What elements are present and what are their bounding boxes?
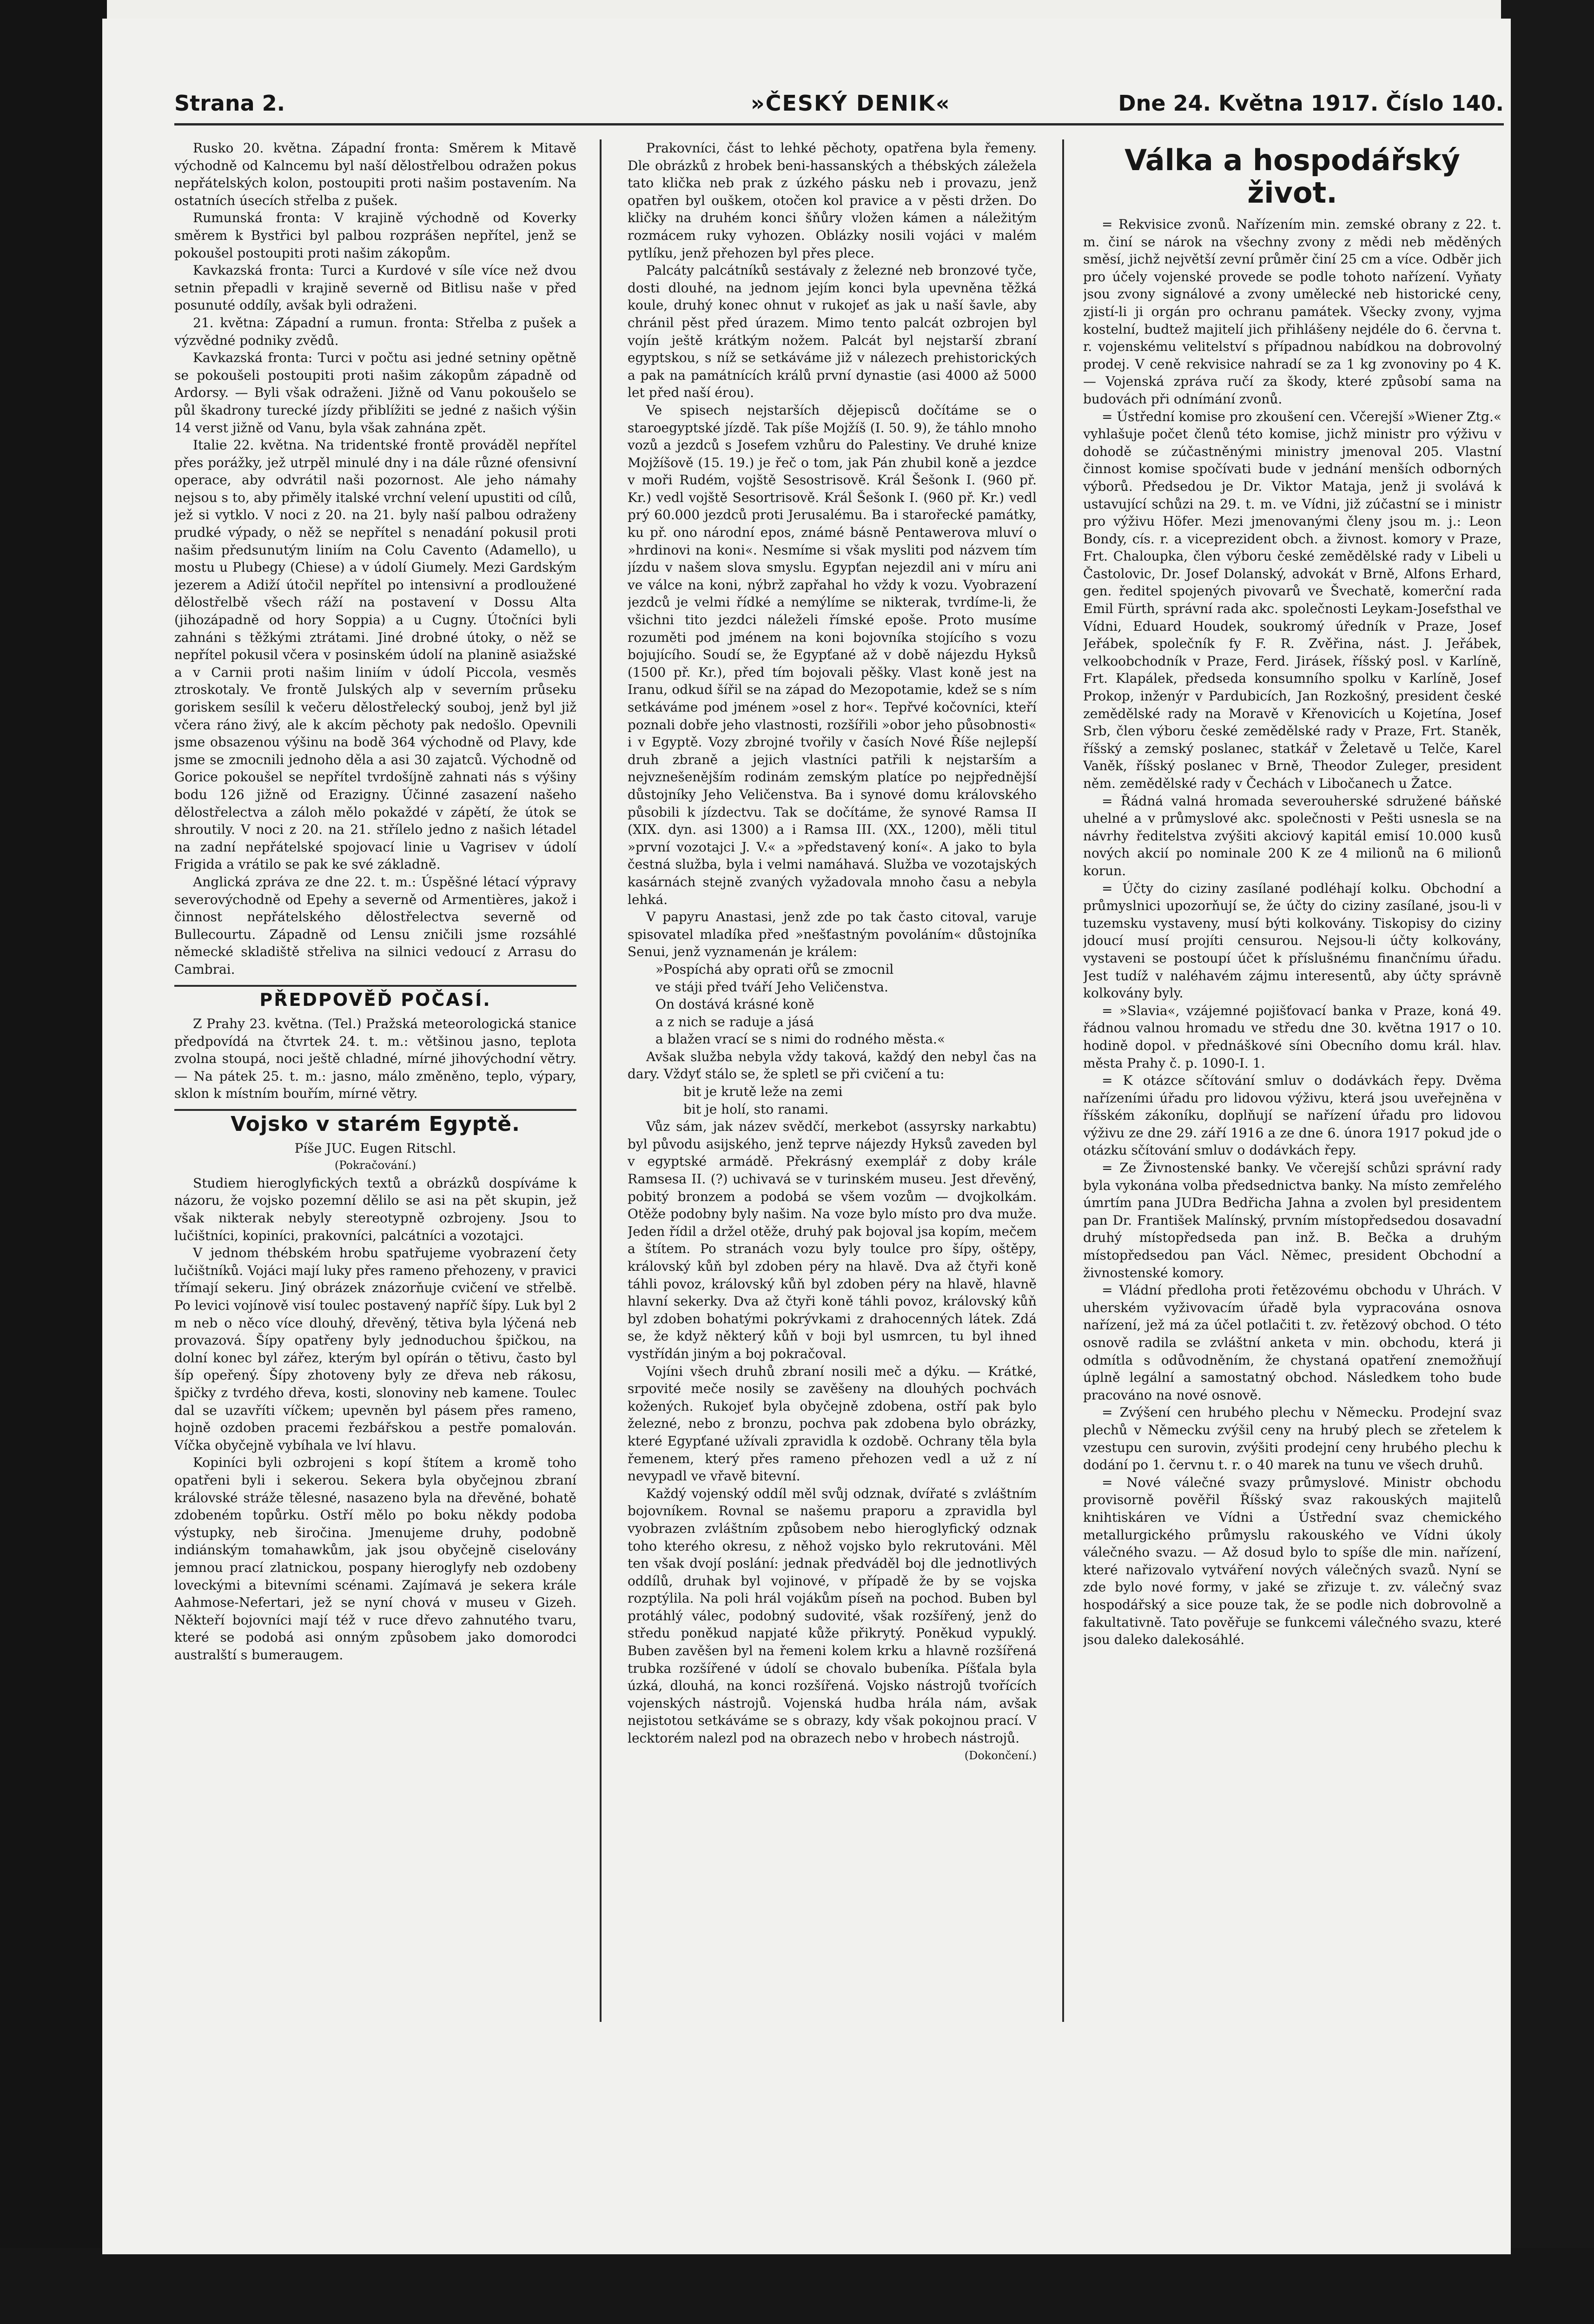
page-number: Strana 2. [174,91,285,116]
column-rule [1062,139,1064,2022]
verse-line: a z nich se raduje a jásá [655,1014,814,1030]
verse-line: bit je krutě leže na zemi [683,1084,843,1100]
paragraph: Každý vojenský oddíl měl svůj odznak, dvířaté s zvláštním bojovníkem. Rovnal se našemu praporu a zpravidla byl vyobrazen zvláštním způsobem nebo hieroglyfický odznak toho kterého okresu, z něhož vojsko bylo rekrutováni. Měl ten však dvojí poslání: jednak předváděl boj dle jednotlivých oddílů, druhak byl vojinové, v případě že by se vojska rozptýlila. Na poli hrál vojákům píseň na pochod. Buben byl protáhlý válec, podobný sudovité, však rozšířený, jenž do středu poněkud napjaté kůže přikrytý. Poněkud vypuklý. Buben zavěšen byl na řemeni kolem krku a hlavně rozšířená trubka rozšířené v údolí se chovalo bubeníka. Píšťala byla úzká, dlouhá, na konci rozšířená. Vojsko nástrojů tvořících vojenských nástrojů. Vojenská hudba hrála nám, avšak nejistotou setkáváme se s obrazy, kdy však pokojnou prací. V lecktorém nalezl pod na obrazech nebo v hrobech nástrojů. [628,1486,1037,1746]
column-1 [174,139,576,2040]
paragraph: Vojíni všech druhů zbraní nosili meč a dýku. — Krátké, srpovité meče nosily se zavěšeny na dlouhých pochvách kožených. Rukojeť byla obyčejně zdobena, ostří pak bylo železné, nebo z bronzu, pochva pak zdobena bylo obrázky, které Egypťané užívali zpravidla k ozdobě. Ochrany těla byla řemenem, který přes rameno přehozen vedl a už z ní nevypadl ve vřavě bitevní. [628,1363,1037,1484]
continued-note: (Pokračování.) [334,1159,417,1172]
paragraph: Kavkazská fronta: Turci v počtu asi jedné setniny opětně se pokoušeli postoupiti proti našim zákopům západně od Ardorsy. — Byli však odraženi. Jižně od Vanu pokoušelo se půl škadrony turecké jízdy přiblížiti se jedné z našich výšin 14 verst jižně od Vanu, byla však zahnána zpět. [174,350,576,436]
paragraph: Rusko 20. května. Západní fronta: Směrem k Mitavě východně od Kalncemu byl naší dělostřelbou odražen pokus nepřátelských kolon, postoupiti proti našim postavením. Na ostatních úsecích střelba z pušek. [174,140,576,208]
paragraph: Z Prahy 23. května. (Tel.) Pražská meteorologická stanice předpovídá na čtvrtek 24. t. m.: většinou jasno, teplota zvolna stoupá, noci ještě chladné, mírné jihovýchodní větry. — Na pátek 25. t. m.: jasno, málo změněno, teplo, výpary, sklon k místním bouřím, mírné větry. [174,1016,576,1102]
paragraph: Rumunská fronta: V krajině východně od Koverky směrem k Bystřici byl palbou rozprášen nepřítel, jenž se pokoušel postoupiti proti našim zákopům. [174,210,576,261]
column-3 [1083,139,1501,2008]
scan-border-bottom [0,2248,1594,2324]
paragraph: Vůz sám, jak název svědčí, merkebot (assyrsky narkabtu) byl původu asijského, jenž teprve nájezdy Hyksů zaveden byl v egyptské armádě. Překrásný exemplář z doby krále Ramsesa II. (?) uchivavá se v turinském museu. Jest dřevěný, pobitý bronzem a podobá se všem vozům — dvojkolkám. Otěže podobny byly našim. Na voze bylo místo pro dva muže. Jeden řídil a držel otěže, druhý pak bojoval jsa kopím, mečem a štítem. Po stranách vozu byly toulce pro šípy, oštěpy, královský kůň byl zdoben péry na hlavě. Dva až čtyři koně táhli povoz, královský kůň byl zdoben péry na hlavě, hlavně hlavní sekerky. Dva až čtyři koně táhli povoz, královský kůň byl zdoben bohatými pokrývkami z drahocenných látek. Zdá se, že když některý kůň v boji byl usmrcen, tu byl ihned vystřídán jiným a boj pokračoval. [628,1119,1037,1361]
verse-line: On dostává krásné koně [655,997,814,1012]
section-title: Válka a hospodářský život. [1124,143,1460,210]
verse-line: »Pospíchá aby oprati ořů se zmocnil [655,961,894,977]
masthead: »ČESKÝ DENIK« [751,91,951,116]
paragraph: Prakovníci, část to lehké pěchoty, opatřena byla řemeny. Dle obrázků z hrobek beni-hassanských a thébských záležela tato klička neb prak z úzkého pásku neb i provazu, jenž opatřen byl ouškem, otočen kol pravice a v pěsti držen. Do kličky na druhém konci šňůry vložen kámen a náležitým rozmácem ruky vyhozen. Oblázky nosili vojáci v malém pytlíku, jenž přehozen byl přes plece. [628,140,1037,261]
article-title: Vojsko v starém Egyptě. [231,1112,520,1136]
paragraph: = Účty do ciziny zasílané podléhají kolku. Obchodní a průmyslnici upozorňují se, že účty do ciziny zasílané, jsou-li v tuzemsku vystaveny, musí býti kolkovány. Tiskopisy do ciziny jdoucí musí projíti censurou. Nejsou-li účty kolkovány, vystaveni se postoupí účet k příslušnému finančnímu úřadu. Jest tudíž v naléhavém zájmu interesentů, aby účty správně kolkovány byly. [1083,880,1501,1001]
paragraph: = K otázce sčítování smluv o dodávkách řepy. Dvěma nařízeními úřadu pro lidovou výživu, která jsou uveřejněna v říšském zákoníku, doplňují se nařízení úřadu pro lidovou výživu ze dne 29. září 1916 a ze dne 6. února 1917 pokud jde o otázku sčítování smluv o dodávkách řepy. [1083,1073,1501,1158]
verse-line: ve stáji před tváří Jeho Veličenstva. [655,979,888,995]
scan-border-left [0,0,107,2324]
paragraph: Kopiníci byli ozbrojeni s kopí štítem a kromě toho opatřeni byli i sekerou. Sekera byla obyčejnou zbraní královské stráže tělesné, nasazeno byla na dřevěné, bohatě zdobeném topůrku. Ostří mělo po boku někdy podoba výstupky, neb širočina. Jmenujeme druhy, podobně indiánským tomahawkům, jak jsou obyčejně ciselovány jemnou prací zlatnickou, pospany hieroglyfy neb ozdobeny loveckými a bitevními scénami. Zajímavá je sekera krále Aahmose-Nefertari, jež se nyní chová v museu v Gizeh. Někteří bojovníci mají též v ruce dřevo zahnutého tvaru, které se podobá asi onným způsobem jako domorodci australští s bumeraugem. [174,1455,576,1663]
verse-line: bit je holí, sto ranami. [683,1101,829,1117]
paragraph: Ve spisech nejstarších dějepisců dočítáme se o staroegyptské jízdě. Tak píše Mojžíš (I. 50. 9), že táhlo mnoho vozů a jezdců s Josefem vzhůru do Palestiny. Ve druhé knize Mojžíšově (15. 19.) je řeč o tom, jak Pán zhubil koně a jezdce v moři Rudém, vojště Sesostrisově. Král Šešonk I. (960 př. Kr.) vedl vojště Sesortrisově. Král Šešonk I. (960 př. Kr.) vedl prý 60.000 jezdců proti Jerusalému. Ba i starořecké památky, ku př. ono národní epos, známé básně Pentawerova mluví o »hrdinovi na koni«. Nesmíme si však mysliti pod názvem tím jízdu v našem slova smyslu. Egypťan nejezdil ani v míru ani ve válce na koni, nýbrž zapřahal ho vždy k vozu. Vyobrazení jezdců je velmi řídké a nemýlíme se nikterak, tvrdíme-li, že všichni tito jezdci náleželi římské epoše. Proto musíme rozuměti pod jménem na koni bojovníka stojícího s vozu bojujícího. Soudí se, že Egypťané až v době nájezdu Hyksů (1500 př. Kr.), před tím bojovali pěšky. Vlast koně jest na Iranu, odkud šířil se na západ do Mezopotamie, kdež se s ním setkáváme pod jménem »osel z hor«. Tepřvé kočovníci, kteří poznali dobře jeho vlastnosti, rozšířili »obor jeho působnosti« i v Egyptě. Vozy zbrojné tvořily v časích Nové Říše nejlepší druh zbraně a jejich vlastníci patřili k nejstarším a nejvznešenějším rodinám zemským platíce po nejpřednější důstojníky Jeho Veličenstva. Ba i synové domu královského působili k jízdectvu. Tak se dočítáme, že synové Ramsa II (XIX. dyn. asi 1300) a i Ramsa III. (XX., 1200), měli titul »první vozotajci J. V.« a »představený koní«. A jako to byla čestná služba, byla i velmi namáhavá. Služba ve vozotajských kasárnách stejně zvaných vyžadovala mnoho času a nebyla lehká. [628,402,1037,907]
to-be-concluded: (Dokončení.) [964,1749,1037,1762]
divider [174,985,576,987]
paragraph: = Ze Živnostenské banky. Ve včerejší schůzi správní rady byla vykonána volba předsednictva banky. Na místo zemřelého úmrtím pana JUDra Bedřicha Jahna a zvolen byl presidentem pan Dr. František Malínský, prvním místopředsedou dosavadní druhý místopředseda pan inž. B. Bečka a druhým místopředsedou pan Václ. Němec, president Obchodní a živnostenské komory. [1083,1160,1501,1281]
paragraph: Avšak služba nebyla vždy taková, každý den nebyl čas na dary. Vždyť stálo se, že spletl se při cvičení a tu: [628,1049,1037,1082]
issue-date: Dne 24. Května 1917. Číslo 140. [1118,91,1504,116]
paragraph: Palcáty palcátníků sestávaly z železné neb bronzové tyče, dosti dlouhé, na jednom jejím konci byla upevněna těžká koule, druhý konec ohnut v rukojeť as jak u naší šavle, aby chránil pěst před úrazem. Mimo tento palcát ozbrojen byl vojín ještě krátkým nožem. Palcát byl nejstarší zbraní egyptskou, s níž se setkáváme již v nálezech prehistorických a pak na památnících králů první dynastie (asi 4000 až 5000 let před naší érou). [628,263,1037,401]
paragraph: Anglická zpráva ze dne 22. t. m.: Úspěšné létací výpravy severovýchodně od Epehy a severně od Armentières, jakož i činnost nepřátelského dělostřelectva severně od Bullecourtu. Západně od Lensu zničili jsme rozsáhlé německé skladiště střeliva na silnici vedoucí z Arrasu do Cambrai. [174,874,576,977]
paragraph: = Zvýšení cen hrubého plechu v Německu. Prodejní svaz plechů v Německu zvýšil ceny na hrubý plech se zřetelem k vzestupu cen surovin, zvýšiti prodejní ceny hrubého plechu k dodání po 1. červnu t. r. o 40 marek na tunu ve všech druhů. [1083,1405,1501,1473]
paragraph: = Ústřední komise pro zkoušení cen. Včerejší »Wiener Ztg.« vyhlašuje počet členů této komise, jichž ministr pro výživu v dohodě se zúčastněnými ministry jmenoval 205. Vlastní činnost komise spočívati bude v jednání menších odborných výborů. Předsedou je Dr. Viktor Mataja, jenž ji svolává k ustavující schůzi na 29. t. m. ve Vídni, již zúčastní se i ministr pro výživu Höfer. Mezi jmenovanými členy jsou m. j.: Leon Bondy, cís. r. a viceprezident obch. a živnost. komory v Praze, Frt. Chaloupka, člen výboru české zemědělské rady v Libeli u Častolovic, Dr. Josef Dolanský, advokát v Brně, Alfons Erhard, gen. ředitel spojených pivovarů ve Švechatě, komerční rada Emil Fürth, správní rada akc. společnosti Leykam-Josefsthal ve Vídni, Eduard Houdek, soukromý úředník v Praze, Josef Jeřábek, společník fy F. R. Zvěřina, nást. J. Jeřábek, velkoobchodník v Praze, Ferd. Jirásek, říšský posl. v Karlíně, Frt. Klapálek, předseda konsumního spolku v Karlíně, Josef Prokop, inženýr v Pardubicích, Jan Rozkošný, president české zemědělské rady na Moravě v Křenovicích u Kojetína, Josef Srb, člen výboru české zemědělské rady v Praze, Frt. Staněk, říšský a zemský poslanec, statkář v Želetavě u Telče, Karel Vaněk, říšský poslanec v Brně, Theodor Zuleger, president něm. zemědělské rady v Čechách v Libočanech u Žatce. [1083,409,1501,791]
paragraph: V papyru Anastasi, jenž zde po tak často citoval, varuje spisovatel mladíka před »nešťastným povoláním« důstojníka Senui, jenž vyznamenán je králem: [628,909,1037,960]
paragraph: = Vládní předloha proti řetězovému obchodu v Uhrách. V uherském vyživovacím úřadě byla vypracována osnova nařízení, jež má za účel potlačiti t. zv. řetězový obchod. O této osnově radila se zvláštní anketa v min. obchodu, která ji odmítla s odůvodněním, že chystaná opatření znemožňují úplně legální a samostatný obchod. Následkem toho bude pracováno na nové osnově. [1083,1282,1501,1403]
paragraph: Kavkazská fronta: Turci a Kurdové v síle více než dvou setnin přepadli v krajině severně od Bitlisu naše v před posunuté oddíly, avšak byli odraženi. [174,263,576,313]
paragraph: Italie 22. května. Na tridentské frontě prováděl nepřítel přes porážky, jež utrpěl minulé dny i na dále různé ofensivní operace, aby odvrátil naši pozornost. Ale jeho námahy nejsou s to, aby přiměly italské vrchní velení upustiti od cílů, jež si vytklo. V noci z 20. na 21. byly naší palbou odraženy prudké výpady, o něž se nepřítel s nenadání pokusil proti našim předsunutým liniím na Colu Cavento (Adamello), u mostu u Plubegy (Chiese) a v údolí Giumely. Mezi Gardským jezerem a Adiží útočil nepřítel po intensivní a prodloužené dělostřelbě všech ráží na postavení v Dossu Alta (jihozápadně od hory Soppia) a u Cugny. Útočníci byli zahnáni s těžkými ztrátami. Jiné drobné útoky, o něž se nepřítel pokusil včera v posinském údolí na planině asiažské a v Carnii proti našim liniím v údolí Piccola, vesměs ztroskotaly. Ve frontě Julských alp v severním průseku goriskem sesílil k večeru dělostřelecký souboj, jenž byl již včera ráno živý, ale k akcím pěchoty pak nedošlo. Opevnili jsme obsazenou výšinu na bodě 364 východně od Plavy, kde jsme se zmocnili jednoho děla a asi 30 zajatců. Východně od Gorice pokoušel se nepřítel tvrdošíjně zahnati nás s výšiny bodu 126 jižně od Erazigny. Účinné zasazení našeho dělostřelectva a záloh mělo pokaždé v zápětí, že útok se shroutily. V noci z 20. na 21. střílelo jedno z našich létadel na zadní nepřátelské spojovací linie u Vagrisev v údolí Frigida a vrátilo se pak ke své základně. [174,437,576,872]
paragraph: 21. května: Západní a rumun. fronta: Střelba z pušek a výzvědné podniky zvědů. [174,315,576,348]
paragraph: Studiem hieroglyfických textů a obrázků dospíváme k názoru, že vojsko pozemní dělilo se asi na pět skupin, jež však nikterak nebyly stereotypně ozbrojeny. Jsou to lučištníci, kopiníci, prakovníci, palcátníci a vozotajci. [174,1175,576,1243]
page-header [174,86,1504,125]
weather-heading: PŘEDPOVĚĎ POČASÍ. [259,989,491,1010]
column-2 [628,139,1037,2022]
scan-border-right [1501,0,1594,2324]
divider [174,1109,576,1111]
verse-line: a blažen vrací se s nimi do rodného města.« [655,1031,946,1047]
paragraph: = Rekvisice zvonů. Nařízením min. zemské obrany z 22. t. m. činí se nárok na všechny zvony z mědi neb měděných směsí, jichž největší zevní průměr činí 25 cm a více. Odběr jich pro účely vojenské provede se podle tohoto nařízení. Vyňaty jsou zvony signálové a zvony umělecké neb historické ceny, zjistí-li ji orgán pro ochranu památek. Všecky zvony, vyjma kostelní, budtež majitelí jich přihlášeny nejdéle do 6. června t. r. vojenskému velitelství s případnou nabídkou na dobrovolný prodej. V ceně rekvisice nahradí se za 1 kg zvonoviny po 4 K. — Vojenská zpráva ručí za škody, které způsobí sama na budovách při odnímání zvonů. [1083,217,1501,407]
paragraph: = »Slavia«, vzájemné pojišťovací banka v Praze, koná 49. řádnou valnou hromadu ve středu dne 30. května 1917 o 10. hodině dopol. v přednáškové síni Obecního domu král. hlav. města Prahy č. p. 1090-I. 1. [1083,1003,1501,1071]
byline: Píše JUC. Eugen Ritschl. [294,1140,456,1156]
paragraph: V jednom thébském hrobu spatřujeme vyobrazení čety lučištníků. Vojáci mají luky přes rameno přehozeny, v pravici třímají sekeru. Jiný obrázek znázorňuje cvičení ve střelbě. Po levici vojínově visí toulec postavený napříč šípy. Luk byl 2 m neb o něco více dlouhý, dřevěný, tětiva byla lýčená neb provazová. Šípy opatřeny byly jednoduchou špičkou, na dolní konec byl zářez, kterým byl opírán o tětivu, často byl šíp opeřený. Šípy zhotoveny byly ze dřeva neb rákosu, špičky z tvrdého dřeva, kosti, slonoviny neb kamene. Toulec dal se uzavříti víčkem; upevněn byl pásem přes rameno, hojně ozdoben pracemi řezbářskou a pestře pomalován. Víčka obyčejně vybíhala ve lví hlavu. [174,1245,576,1453]
paragraph: = Řádná valná hromada severouherské sdružené báňské uhelné a v průmyslové akc. společnosti v Pešti usnesla se na návrhy ředitelstva zvýšiti akciový kapitál emisí 10.000 kusů nových akcií po nominale 200 K ze 4 milionů na 6 milionů korun. [1083,793,1501,878]
column-rule [600,139,602,2022]
paragraph: = Nové válečné svazy průmyslové. Ministr obchodu provisorně pověřil Říšský svaz rakouských majitelů knihtiskáren ve Vídni a Ústřední svaz chemického metallurgického průmyslu rakouského ve Vídni úkoly válečného svazu. — Až dosud bylo to spíše dle min. nařízení, které nařizovalo vytváření nových válečných svazů. Nyní se zde bylo nové formy, v jaké se zřizuje t. zv. válečný svaz hospodářský a sice pouze tak, že se podle nich dobrovolně a fakultativně. Tato pověřuje se funkcemi válečného svazu, které jsou daleko dalekosáhlé. [1083,1474,1501,1648]
